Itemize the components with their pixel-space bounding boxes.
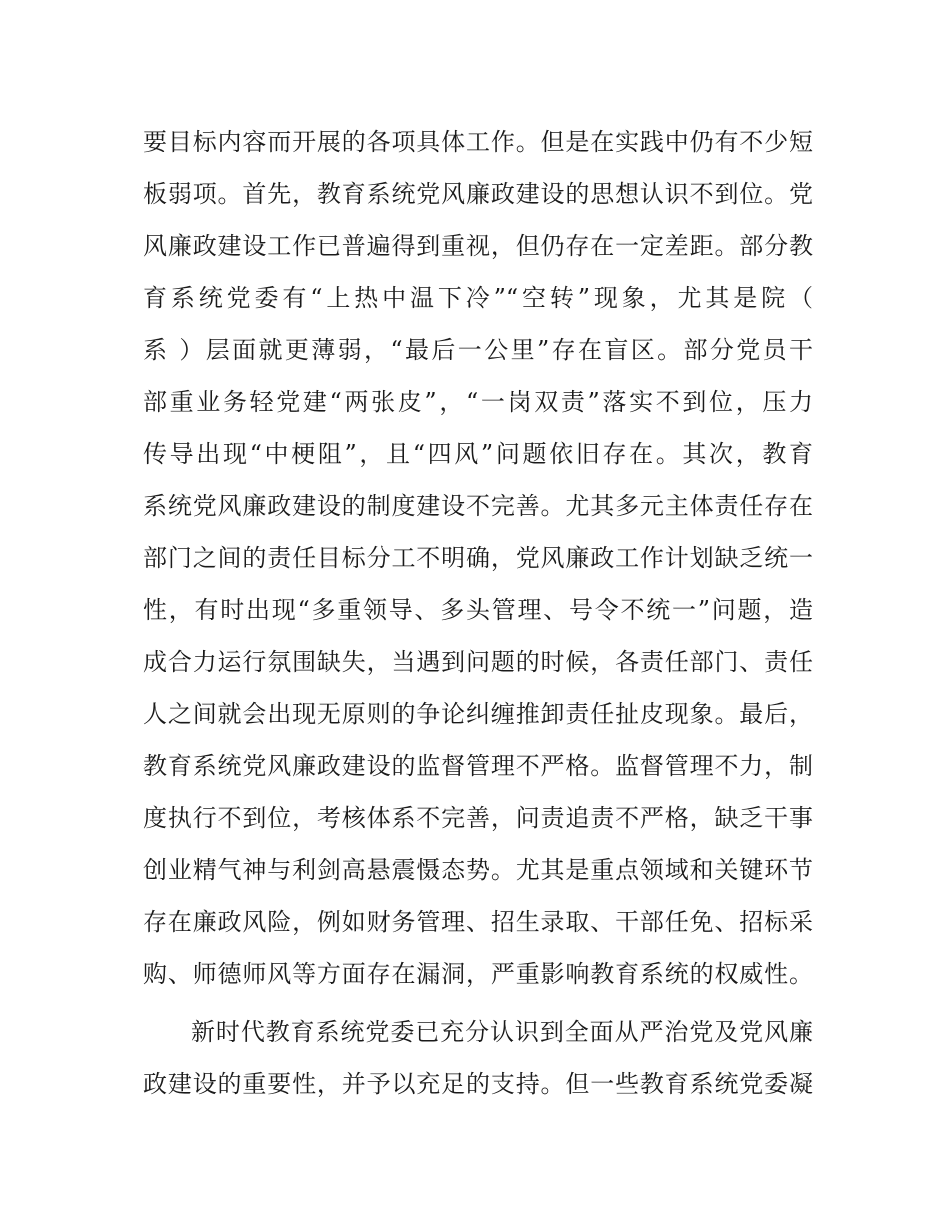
paragraph-1-line-8: 系统党风廉政建设的制度建设不完善。尤其多元主体责任存在 (143, 492, 813, 520)
paragraph-1-line-14: 度执行不到位，考核体系不完善，问责追责不严格，缺乏干事 (143, 804, 813, 832)
paragraph-1-line-15: 创业精气神与利剑高悬震慑态势。尤其是重点领域和关键环节 (143, 856, 813, 884)
paragraph-2-line-1: 新时代教育系统党委已充分认识到全面从严治党及党风廉 (191, 1018, 813, 1046)
paragraph-1-line-11: 成合力运行氛围缺失，当遇到问题的时候，各责任部门、责任 (143, 648, 813, 676)
paragraph-1-line-17: 购、师德师风等方面存在漏洞，严重影响教育系统的权威性。 (143, 960, 813, 988)
paragraph-1-line-3: 风廉政建设工作已普遍得到重视，但仍存在一定差距。部分教 (143, 232, 813, 260)
paragraph-1-line-1: 要目标内容而开展的各项具体工作。但是在实践中仍有不少短 (143, 128, 813, 156)
paragraph-1-line-5: 系 ）层面就更薄弱，“最后一公里”存在盲区。部分党员干 (143, 336, 813, 364)
paragraph-2-line-2: 政建设的重要性，并予以充足的支持。但一些教育系统党委凝 (143, 1070, 813, 1098)
paragraph-1-line-4: 育系统党委有“上热中温下冷”“空转”现象，尤其是院（ (143, 284, 813, 312)
paragraph-1-line-13: 教育系统党风廉政建设的监督管理不严格。监督管理不力，制 (143, 752, 813, 780)
paragraph-1-line-12: 人之间就会出现无原则的争论纠缠推卸责任扯皮现象。最后， (143, 700, 813, 728)
paragraph-1-line-7: 传导出现“中梗阻”，且“四风”问题依旧存在。其次，教育 (143, 440, 813, 468)
paragraph-1-line-6: 部重业务轻党建“两张皮”，“一岗双责”落实不到位，压力 (143, 388, 813, 416)
paragraph-1-line-10: 性，有时出现“多重领导、多头管理、号令不统一”问题，造 (143, 596, 813, 624)
paragraph-1-line-2: 板弱项。首先，教育系统党风廉政建设的思想认识不到位。党 (143, 180, 813, 208)
paragraph-1-line-9: 部门之间的责任目标分工不明确，党风廉政工作计划缺乏统一 (143, 544, 813, 572)
paragraph-1-line-16: 存在廉政风险，例如财务管理、招生录取、干部任免、招标采 (143, 908, 813, 936)
